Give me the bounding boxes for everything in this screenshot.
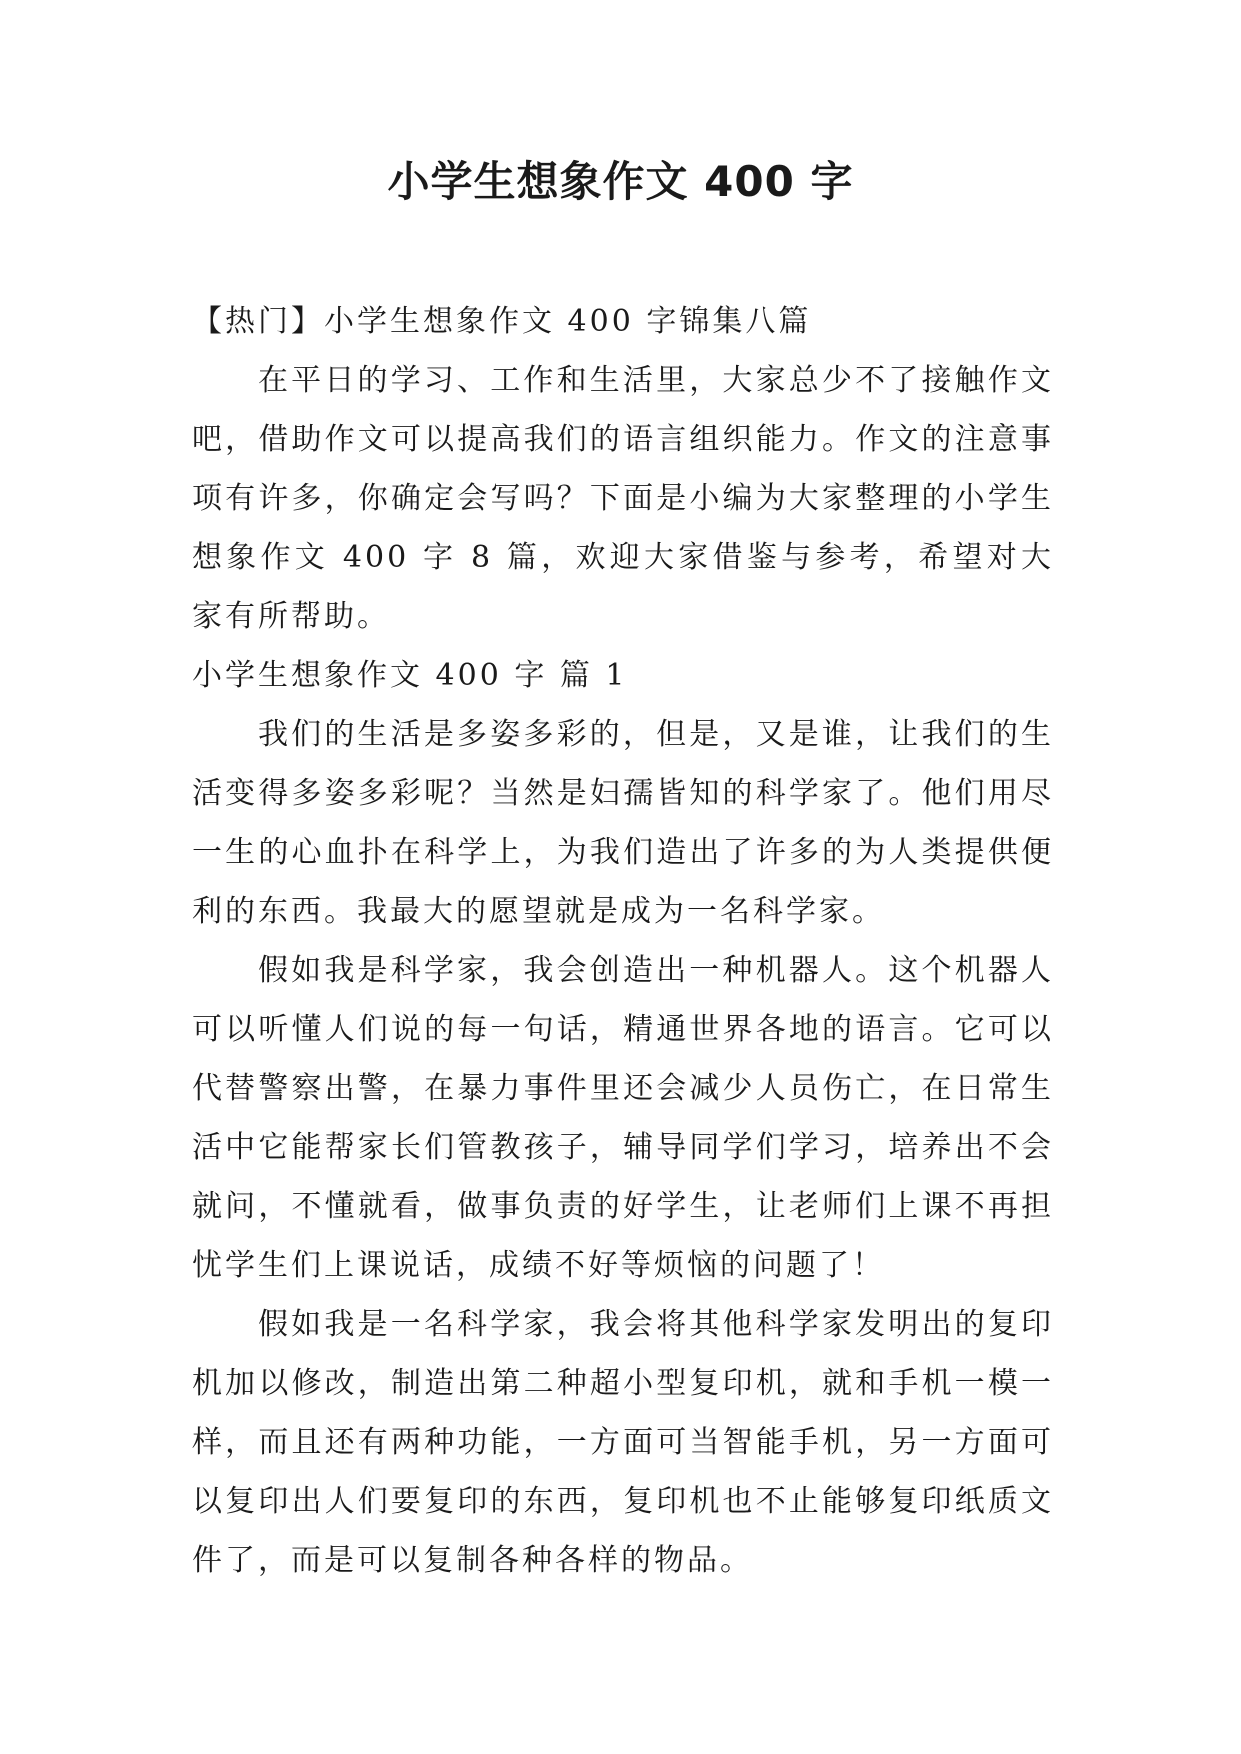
intro-heading: 【热门】小学生想象作文 400 字锦集八篇 [192, 304, 812, 339]
body-paragraph: 我们的生活是多姿多彩的，但是，又是谁，让我们的生活变得多姿多彩呢？当然是妇孺皆知的科学家了。他们用尽一生的心血扑在科学上，为我们造出了许多的为人类提供便利的东西。我最大的愿望就是成为一名科学家。 [192, 717, 1054, 929]
document-body [192, 292, 1054, 1590]
intro-paragraph: 在平日的学习、工作和生活里，大家总少不了接触作文吧，借助作文可以提高我们的语言组织能力。作文的注意事项有许多，你确定会写吗？下面是小编为大家整理的小学生想象作文 400 字 8 篇，欢迎大家借鉴与参考，希望对大家有所帮助。 [192, 363, 1054, 634]
body-paragraph: 假如我是科学家，我会创造出一种机器人。这个机器人可以听懂人们说的每一句话，精通世界各地的语言。它可以代替警察出警，在暴力事件里还会减少人员伤亡，在日常生活中它能帮家长们管教孩子，辅导同学们学习，培养出不会就问，不懂就看，做事负责的好学生，让老师们上课不再担忧学生们上课说话，成绩不好等烦恼的问题了！ [192, 953, 1054, 1283]
body-paragraph: 假如我是一名科学家，我会将其他科学家发明出的复印机加以修改，制造出第二种超小型复印机，就和手机一模一样，而且还有两种功能，一方面可当智能手机，另一方面可以复印出人们要复印的东西，复印机也不止能够复印纸质文件了，而是可以复制各种各样的物品。 [192, 1307, 1054, 1578]
document-title: 小学生想象作文 400 字 [387, 157, 854, 206]
section-heading: 小学生想象作文 400 字 篇 1 [192, 658, 628, 693]
